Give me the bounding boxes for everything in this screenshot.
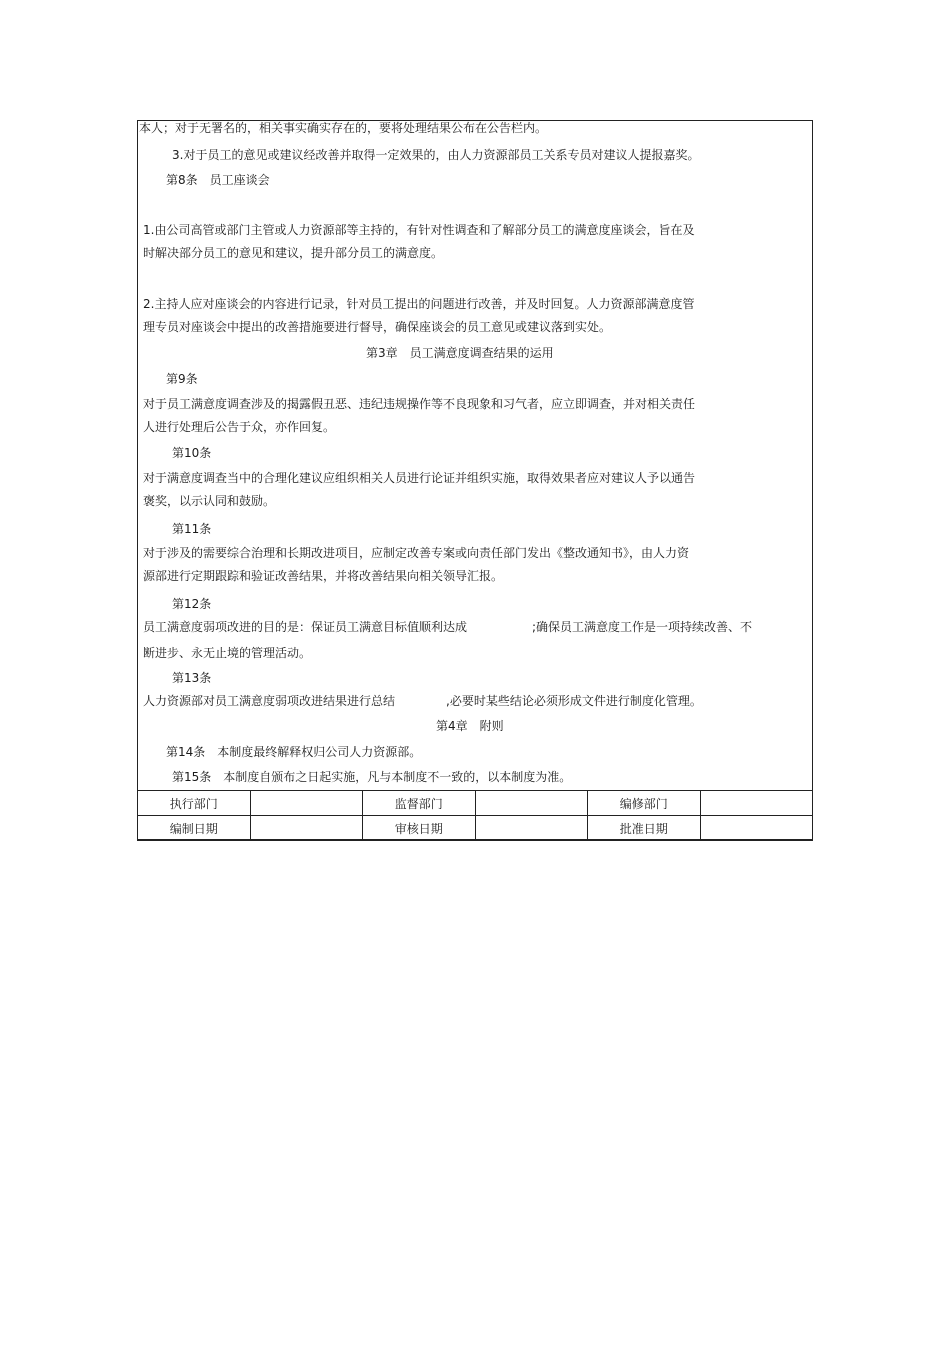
value-cell[interactable] (250, 791, 363, 816)
text-line: 人力资源部对员工满意度弱项改进结果进行总结 (143, 694, 396, 708)
table-row (138, 816, 813, 841)
label-cell: 审核日期 (363, 816, 476, 841)
article-line: 第15条 本制度自颁布之日起实施，凡与本制度不一致的，以本制度为准。 (172, 770, 572, 784)
text-line: 断进步、永无止境的管理活动。 (143, 646, 312, 660)
label-cell: 编制日期 (138, 816, 251, 841)
signature-table (137, 790, 813, 841)
text-line: 时解决部分员工的意见和建议，提升部分员工的满意度。 (143, 246, 444, 260)
label-cell: 监督部门 (363, 791, 476, 816)
article-line: 第14条 本制度最终解释权归公司人力资源部。 (166, 745, 422, 759)
chapter-heading: 第4章 附则 (436, 719, 504, 733)
text-line: 对于满意度调查当中的合理化建议应组织相关人员进行论证并组织实施，取得效果者应对建议人予以通告 (143, 471, 696, 485)
value-cell[interactable] (475, 816, 588, 841)
text-line: 3.对于员工的意见或建议经改善并取得一定效果的，由人力资源部员工关系专员对建议人提报嘉奖。 (172, 148, 700, 162)
value-cell[interactable] (700, 791, 813, 816)
value-cell[interactable] (250, 816, 363, 841)
article-heading: 第8条 员工座谈会 (166, 173, 270, 187)
text-line: 员工满意度弱项改进的目的是：保证员工满意目标值顺利达成 (143, 620, 468, 634)
text-line: ;确保员工满意度工作是一项持续改善、不 (532, 620, 753, 634)
text-line: 对于涉及的需要综合治理和长期改进项目，应制定改善专案或向责任部门发出《整改通知书》，由人力资 (143, 546, 690, 560)
chapter-heading: 第3章 员工满意度调查结果的运用 (366, 346, 554, 360)
text-line: 褒奖，以示认同和鼓励。 (143, 494, 276, 508)
text-line: 1.由公司高管或部门主管或人力资源部等主持的，有针对性调查和了解部分员工的满意度座谈会，旨在及 (143, 223, 695, 237)
article-heading: 第11条 (172, 522, 212, 536)
value-cell[interactable] (475, 791, 588, 816)
value-cell[interactable] (700, 816, 813, 841)
article-heading: 第10条 (172, 446, 212, 460)
table-row (138, 791, 813, 816)
label-cell: 执行部门 (138, 791, 251, 816)
text-line: ,必要时某些结论必须形成文件进行制度化管理。 (446, 694, 702, 708)
text-line: 人进行处理后公告于众，亦作回复。 (143, 420, 336, 434)
article-heading: 第13条 (172, 671, 212, 685)
label-cell: 批准日期 (588, 816, 701, 841)
label-cell: 编修部门 (588, 791, 701, 816)
text-line: 本人；对于无署名的，相关事实确实存在的，要将处理结果公布在公告栏内。 (139, 121, 548, 135)
text-line: 理专员对座谈会中提出的改善措施要进行督导，确保座谈会的员工意见或建议落到实处。 (143, 320, 612, 334)
text-line: 对于员工满意度调查涉及的揭露假丑恶、违纪违规操作等不良现象和习气者，应立即调查，并对相关责任 (143, 397, 696, 411)
article-heading: 第9条 (166, 372, 198, 386)
text-line: 源部进行定期跟踪和验证改善结果，并将改善结果向相关领导汇报。 (143, 569, 504, 583)
text-line: 2.主持人应对座谈会的内容进行记录，针对员工提出的问题进行改善，并及时回复。人力资源部满意度管 (143, 297, 695, 311)
article-heading: 第12条 (172, 597, 212, 611)
